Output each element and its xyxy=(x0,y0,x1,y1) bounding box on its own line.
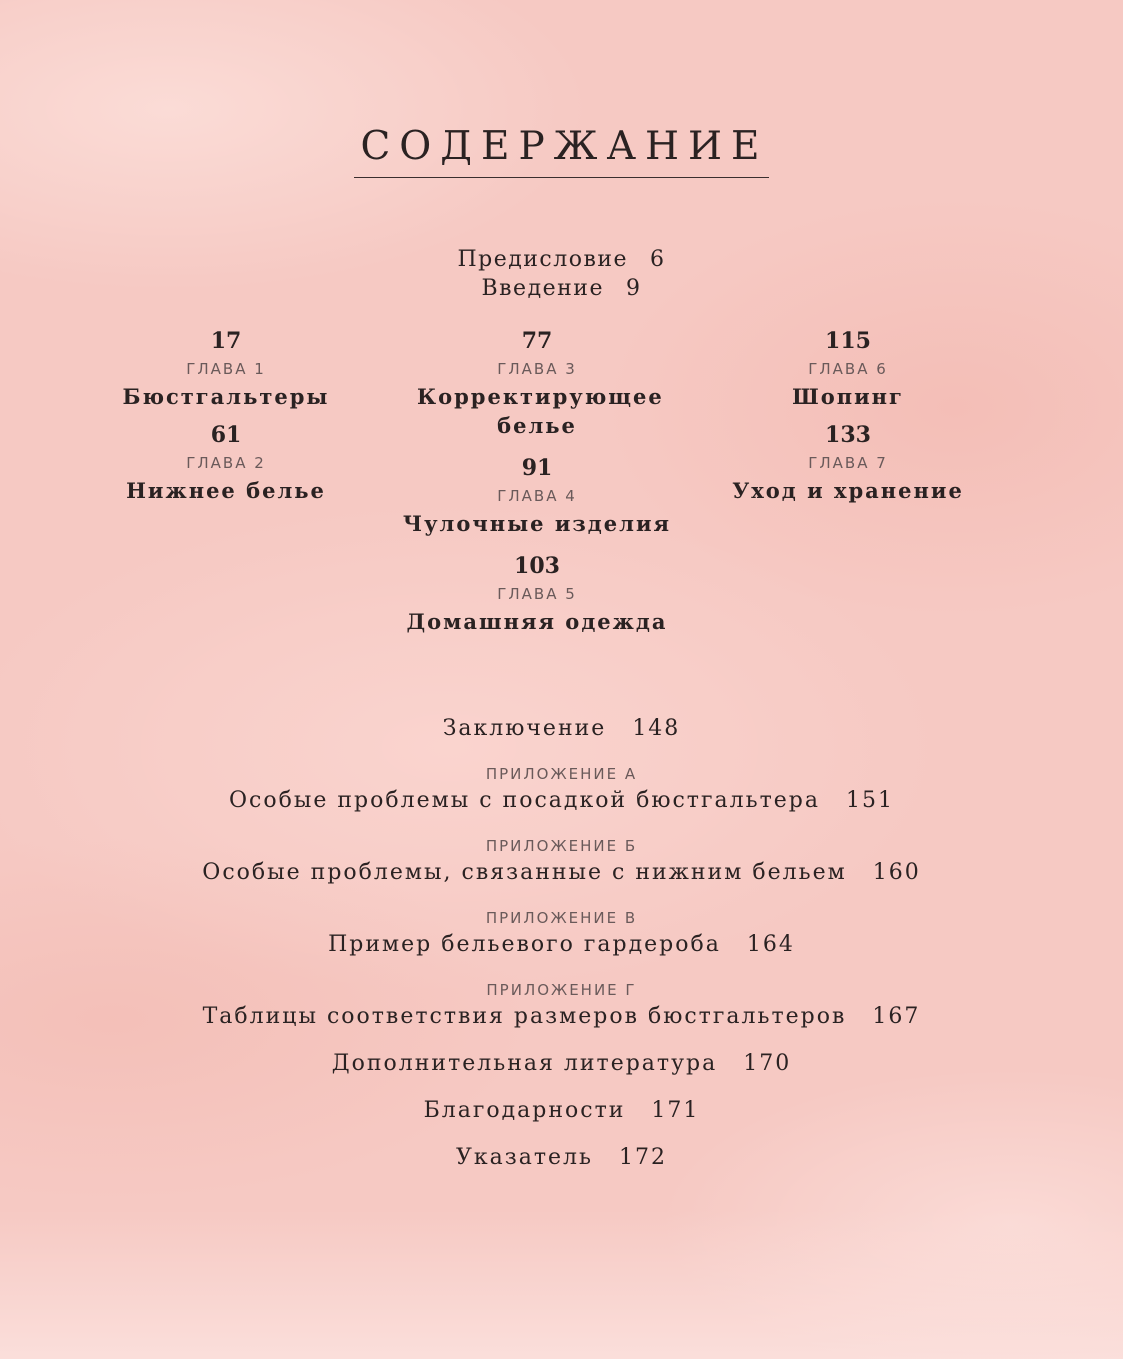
watercolor-background xyxy=(0,1209,1123,1359)
chapter-label: ГЛАВА 4 xyxy=(497,487,577,505)
entry-page: 171 xyxy=(651,1098,700,1123)
chapter-title: Корректирующее белье xyxy=(417,384,664,438)
toc-entry-appendix-a[interactable] xyxy=(0,786,1123,816)
chapter-7-entry[interactable] xyxy=(688,421,1008,505)
entry-page: 6 xyxy=(650,247,666,272)
entry-title: Дополнительная литература xyxy=(331,1051,718,1076)
toc-entry-index[interactable] xyxy=(0,1143,1123,1173)
page-title: СОДЕРЖАНИЕ xyxy=(354,124,768,178)
appendix-a-label: ПРИЛОЖЕНИЕ А xyxy=(485,765,638,783)
entry-page: 148 xyxy=(632,716,681,741)
chapter-title: Уход и хранение xyxy=(732,478,964,503)
page-title-wrap xyxy=(0,124,1123,178)
entry-page: 167 xyxy=(872,1004,921,1029)
toc-entry-appendix-v[interactable] xyxy=(0,930,1123,960)
entry-page: 9 xyxy=(625,276,642,301)
appendix-b-label: ПРИЛОЖЕНИЕ Б xyxy=(485,837,638,855)
entry-title: Введение xyxy=(481,276,604,301)
entry-title: Особые проблемы с посадкой бюстгальтера xyxy=(229,788,820,813)
toc-entry-introduction[interactable] xyxy=(0,274,1123,303)
chapter-page: 17 xyxy=(210,328,242,354)
chapter-title: Шопинг xyxy=(792,384,904,409)
chapter-6-entry[interactable] xyxy=(688,327,1008,411)
entry-page: 164 xyxy=(746,932,795,957)
chapter-title: Нижнее белье xyxy=(126,478,326,503)
entry-title: Благодарности xyxy=(423,1098,626,1123)
toc-entry-preface[interactable] xyxy=(0,245,1123,274)
chapter-page: 133 xyxy=(825,422,871,448)
chapter-label: ГЛАВА 6 xyxy=(808,360,888,378)
chapters-column-2 xyxy=(377,327,697,646)
back-matter xyxy=(0,714,1123,1173)
toc-entry-appendix-b[interactable] xyxy=(0,858,1123,888)
chapter-label: ГЛАВА 3 xyxy=(497,360,577,378)
chapter-page: 77 xyxy=(521,328,553,354)
chapters-column-1 xyxy=(66,327,386,515)
chapter-label: ГЛАВА 7 xyxy=(808,454,888,472)
chapter-2-entry[interactable] xyxy=(66,421,386,505)
chapter-1-entry[interactable] xyxy=(66,327,386,411)
entry-title: Таблицы соответствия размеров бюстгальтеров xyxy=(202,1004,847,1029)
entry-page: 172 xyxy=(619,1145,668,1170)
entry-title: Указатель xyxy=(455,1145,594,1170)
chapter-5-entry[interactable] xyxy=(377,552,697,636)
chapters-column-3 xyxy=(688,327,1008,515)
chapter-page: 103 xyxy=(514,553,560,579)
toc-entry-conclusion[interactable] xyxy=(0,714,1123,744)
chapter-page: 115 xyxy=(825,328,871,354)
chapter-label: ГЛАВА 1 xyxy=(186,360,266,378)
appendix-g-label: ПРИЛОЖЕНИЕ Г xyxy=(486,981,637,999)
toc-entry-appendix-g[interactable] xyxy=(0,1002,1123,1032)
entry-title: Пример бельевого гардероба xyxy=(328,932,721,957)
entry-page: 160 xyxy=(872,860,921,885)
chapter-page: 61 xyxy=(210,422,242,448)
entry-page: 151 xyxy=(845,788,894,813)
entry-title: Заключение xyxy=(442,716,607,741)
toc-entry-acknowledgements[interactable] xyxy=(0,1096,1123,1126)
chapter-title: Домашняя одежда xyxy=(406,609,668,634)
chapter-label: ГЛАВА 5 xyxy=(497,585,577,603)
chapter-4-entry[interactable] xyxy=(377,454,697,538)
chapter-label: ГЛАВА 2 xyxy=(186,454,266,472)
entry-title: Особые проблемы, связанные с нижним бельем xyxy=(202,860,847,885)
chapter-page: 91 xyxy=(521,455,553,481)
toc-entry-further-reading[interactable] xyxy=(0,1049,1123,1079)
entry-title: Предисловие xyxy=(457,247,629,272)
entry-page: 170 xyxy=(743,1051,792,1076)
front-matter xyxy=(0,245,1123,303)
appendix-v-label: ПРИЛОЖЕНИЕ В xyxy=(485,909,638,927)
chapter-title: Бюстгальтеры xyxy=(122,384,330,409)
chapter-3-entry[interactable] xyxy=(377,327,697,440)
chapter-title: Чулочные изделия xyxy=(402,511,672,536)
